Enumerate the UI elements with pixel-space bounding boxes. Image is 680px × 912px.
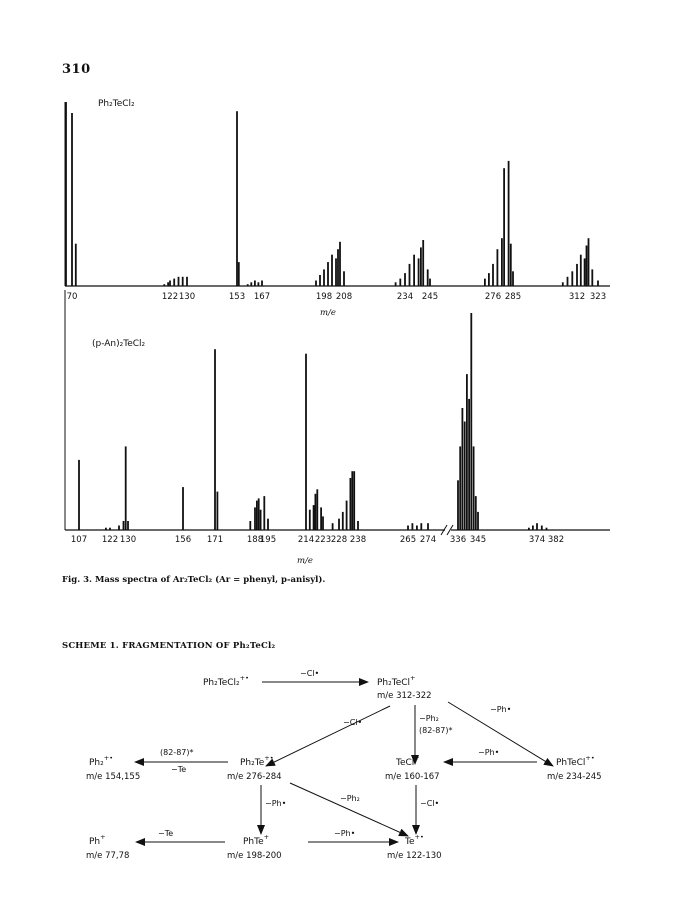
peak-bar: [182, 277, 184, 286]
peak-bar: [420, 247, 422, 286]
arrow-label-a11: −Ph•: [334, 829, 356, 838]
arrow-label-a3b: (82-87)*: [419, 726, 453, 735]
peak-bar: [541, 526, 543, 531]
tick-label: 323: [589, 292, 607, 302]
peak-bar: [173, 279, 175, 286]
mz-te: m/e 122-130: [387, 851, 442, 861]
peak-bar: [584, 258, 586, 286]
peak-bar: [420, 523, 422, 530]
spectrum-top: [65, 99, 610, 318]
tick-label: 234: [396, 292, 414, 302]
tick-label: 276: [484, 292, 502, 302]
svg-text:Te+•: Te+•: [405, 833, 424, 847]
arrow-label-a10: −Te: [158, 829, 174, 838]
peak-bar: [267, 519, 269, 530]
peak-bar: [464, 422, 466, 531]
peak-bar: [346, 501, 348, 530]
node-te: [387, 833, 442, 861]
peak-bar: [322, 516, 324, 530]
mz-phtecl: m/e 234-245: [547, 772, 602, 782]
mz-ph2tecl: m/e 312-322: [377, 691, 432, 701]
peak-bar: [258, 498, 260, 530]
peak-bar: [567, 277, 569, 286]
arrow-label-a5a: (82-87)*: [160, 748, 194, 757]
page-number: 310: [62, 62, 91, 77]
svg-text:PhTeCl+•: PhTeCl+•: [556, 754, 595, 768]
tick-label: 70: [66, 292, 78, 302]
peak-bar: [118, 526, 120, 531]
tick-label: 198: [315, 292, 333, 302]
peak-bar: [477, 512, 479, 530]
peak-bar: [260, 510, 262, 530]
mz-ph2: m/e 154,155: [86, 772, 141, 782]
tick-label: 167: [253, 292, 271, 302]
peak-bar: [256, 501, 258, 530]
peak-bar: [342, 512, 344, 530]
tick-label: 336: [449, 535, 467, 545]
peak-bar: [508, 161, 510, 286]
peak-bar: [343, 271, 345, 286]
tick-label: 122: [101, 535, 119, 545]
node-tecl: [385, 754, 440, 782]
peak-bar: [528, 528, 530, 530]
peak-bar: [78, 460, 80, 530]
tick-label: 374: [528, 535, 546, 545]
peak-bar: [125, 446, 127, 530]
peak-bar: [350, 478, 352, 530]
node-ph2tecl2: [203, 674, 249, 688]
peak-bar: [462, 408, 464, 530]
peak-bar: [65, 102, 67, 286]
peaks-bottom: [78, 313, 547, 530]
peak-bar: [484, 279, 486, 286]
svg-text:Ph+: Ph+: [89, 833, 106, 847]
peak-bar: [470, 313, 472, 530]
svg-text:TeCl+: TeCl+: [396, 754, 420, 768]
peak-bar: [217, 492, 219, 530]
peak-bar: [337, 249, 339, 286]
peaks-top: [65, 102, 599, 286]
peak-bar: [261, 281, 263, 287]
peak-bar: [315, 281, 317, 287]
svg-text:Ph₂TeCl+: Ph₂TeCl+: [377, 674, 416, 688]
arrow-label-a1: −Cl•: [300, 669, 320, 678]
tick-label: 238: [349, 535, 367, 545]
peak-bar: [501, 238, 503, 286]
peak-bar: [331, 255, 333, 286]
mz-phte: m/e 198-200: [227, 851, 282, 861]
peak-bar: [163, 284, 165, 286]
node-ph: [86, 833, 129, 861]
peak-bar: [586, 246, 588, 287]
peak-bar: [305, 354, 307, 530]
ticks-top: [67, 292, 607, 302]
tick-label: 274: [419, 535, 437, 545]
svg-text:Ph₂+•: Ph₂+•: [89, 754, 114, 768]
peak-bar: [332, 523, 334, 530]
peak-bar: [309, 510, 311, 530]
peak-bar: [238, 262, 240, 286]
peak-bar: [353, 471, 355, 530]
tick-label: 223: [314, 535, 332, 545]
x-axis-label-bottom: m/e: [297, 556, 313, 566]
tick-label: 285: [504, 292, 522, 302]
peak-bar: [413, 255, 415, 286]
tick-label: 245: [421, 292, 439, 302]
arrow-label-a2: −Cl•: [343, 718, 363, 727]
node-phtecl: [547, 754, 602, 782]
fragmentation-scheme: [86, 669, 602, 861]
peak-bar: [316, 489, 318, 530]
tick-label: 130: [119, 535, 137, 545]
peak-bar: [71, 113, 73, 286]
peak-bar: [418, 258, 420, 286]
peak-bar: [327, 262, 329, 286]
tick-label: 188: [246, 535, 264, 545]
tick-label: 214: [297, 535, 315, 545]
peak-bar: [169, 281, 171, 287]
spectrum-top-title: Ph₂TeCl₂: [98, 99, 135, 109]
peak-bar: [258, 282, 260, 286]
peak-bar: [339, 242, 341, 286]
peak-bar: [399, 279, 401, 286]
peak-bar: [323, 269, 325, 286]
svg-text:Ph₂Te+•: Ph₂Te+•: [240, 754, 274, 768]
peak-bar: [338, 519, 340, 530]
peak-bar: [109, 528, 111, 530]
peak-bar: [512, 271, 514, 286]
arrow-label-a3a: −Ph₂: [419, 714, 439, 723]
peak-bar: [536, 523, 538, 530]
arrow-label-a4: −Ph•: [490, 705, 512, 714]
tick-label: 312: [568, 292, 586, 302]
peak-bar: [254, 281, 256, 287]
peak-bar: [412, 523, 414, 530]
peak-bar: [422, 240, 424, 286]
svg-text:PhTe+: PhTe+: [243, 833, 270, 847]
svg-text:Ph₂TeCl₂+•: Ph₂TeCl₂+•: [203, 674, 249, 688]
peak-bar: [236, 111, 238, 286]
node-ph2tecl: [377, 674, 432, 701]
peak-bar: [510, 244, 512, 286]
node-phte: [227, 833, 282, 861]
peak-bar: [250, 282, 252, 286]
peak-bar: [588, 238, 590, 286]
tick-label: 228: [330, 535, 348, 545]
peak-bar: [357, 521, 359, 530]
peak-bar: [123, 521, 125, 530]
arrow-label-a8: −Ph₂: [340, 794, 360, 803]
peak-bar: [254, 507, 256, 530]
peak-bar: [457, 480, 459, 530]
peak-bar: [468, 399, 470, 530]
tick-label: 156: [174, 535, 192, 545]
peak-bar: [427, 269, 429, 286]
arrow-label-a5b: −Te: [171, 765, 187, 774]
peak-bar: [105, 528, 107, 530]
peak-bar: [562, 282, 564, 286]
tick-label: 171: [206, 535, 224, 545]
arrow-ph2tecl-to-ph2te: [266, 706, 390, 766]
peak-bar: [263, 496, 265, 530]
tick-label: 382: [547, 535, 565, 545]
tick-label: 195: [259, 535, 277, 545]
peak-bar: [580, 255, 582, 286]
tick-label: 153: [228, 292, 246, 302]
peak-bar: [427, 523, 429, 530]
tick-label: 122: [161, 292, 179, 302]
peak-bar: [466, 374, 468, 530]
peak-bar: [351, 471, 353, 530]
peak-bar: [127, 521, 129, 530]
arrow-label-a6: −Ph•: [478, 748, 500, 757]
peak-bar: [532, 526, 534, 531]
peak-bar: [488, 273, 490, 286]
peak-bar: [597, 281, 599, 287]
peak-bar: [249, 521, 251, 530]
peak-bar: [576, 264, 578, 286]
peak-bar: [546, 528, 548, 530]
peak-bar: [247, 284, 249, 286]
peak-bar: [178, 277, 180, 286]
mz-tecl: m/e 160-167: [385, 772, 440, 782]
peak-bar: [320, 507, 322, 530]
node-ph2te: [227, 754, 282, 782]
peak-bar: [459, 446, 461, 530]
tick-label: 265: [399, 535, 417, 545]
peak-bar: [475, 496, 477, 530]
peak-bar: [429, 279, 431, 286]
scheme-title: SCHEME 1. FRAGMENTATION OF Ph₂TeCl₂: [62, 641, 276, 651]
peak-bar: [473, 446, 475, 530]
peak-bar: [167, 282, 169, 286]
peak-bar: [503, 168, 505, 286]
peak-bar: [75, 244, 77, 286]
figure-caption: Fig. 3. Mass spectra of Ar₂TeCl₂ (Ar = phenyl, p-anisyl).: [62, 575, 326, 585]
tick-label: 107: [70, 535, 88, 545]
peak-bar: [571, 271, 573, 286]
peak-bar: [404, 273, 406, 286]
node-ph2: [86, 754, 140, 782]
peak-bar: [395, 282, 397, 286]
peak-bar: [315, 494, 317, 530]
spectrum-bottom: [65, 290, 610, 566]
spectrum-bottom-title: (p-An)₂TeCl₂: [92, 339, 146, 349]
peak-bar: [335, 258, 337, 286]
peak-bar: [492, 264, 494, 286]
tick-label: 345: [469, 535, 487, 545]
peak-bar: [591, 269, 593, 286]
peak-bar: [497, 249, 499, 286]
mz-ph: m/e 77,78: [86, 851, 130, 861]
mz-ph2te: m/e 276-284: [227, 772, 282, 782]
peak-bar: [407, 526, 409, 531]
peak-bar: [313, 505, 315, 530]
peak-bar: [182, 487, 184, 530]
peak-bar: [409, 264, 411, 286]
tick-label: 208: [335, 292, 353, 302]
peak-bar: [214, 349, 216, 530]
peak-bar: [319, 275, 321, 286]
ticks-bottom: [71, 535, 564, 545]
peak-bar: [416, 526, 418, 531]
peak-bar: [186, 277, 188, 286]
x-axis-label-top: m/e: [320, 308, 336, 318]
tick-label: 130: [178, 292, 196, 302]
arrow-label-a7: −Ph•: [265, 799, 287, 808]
arrow-label-a9: −Cl•: [420, 799, 440, 808]
